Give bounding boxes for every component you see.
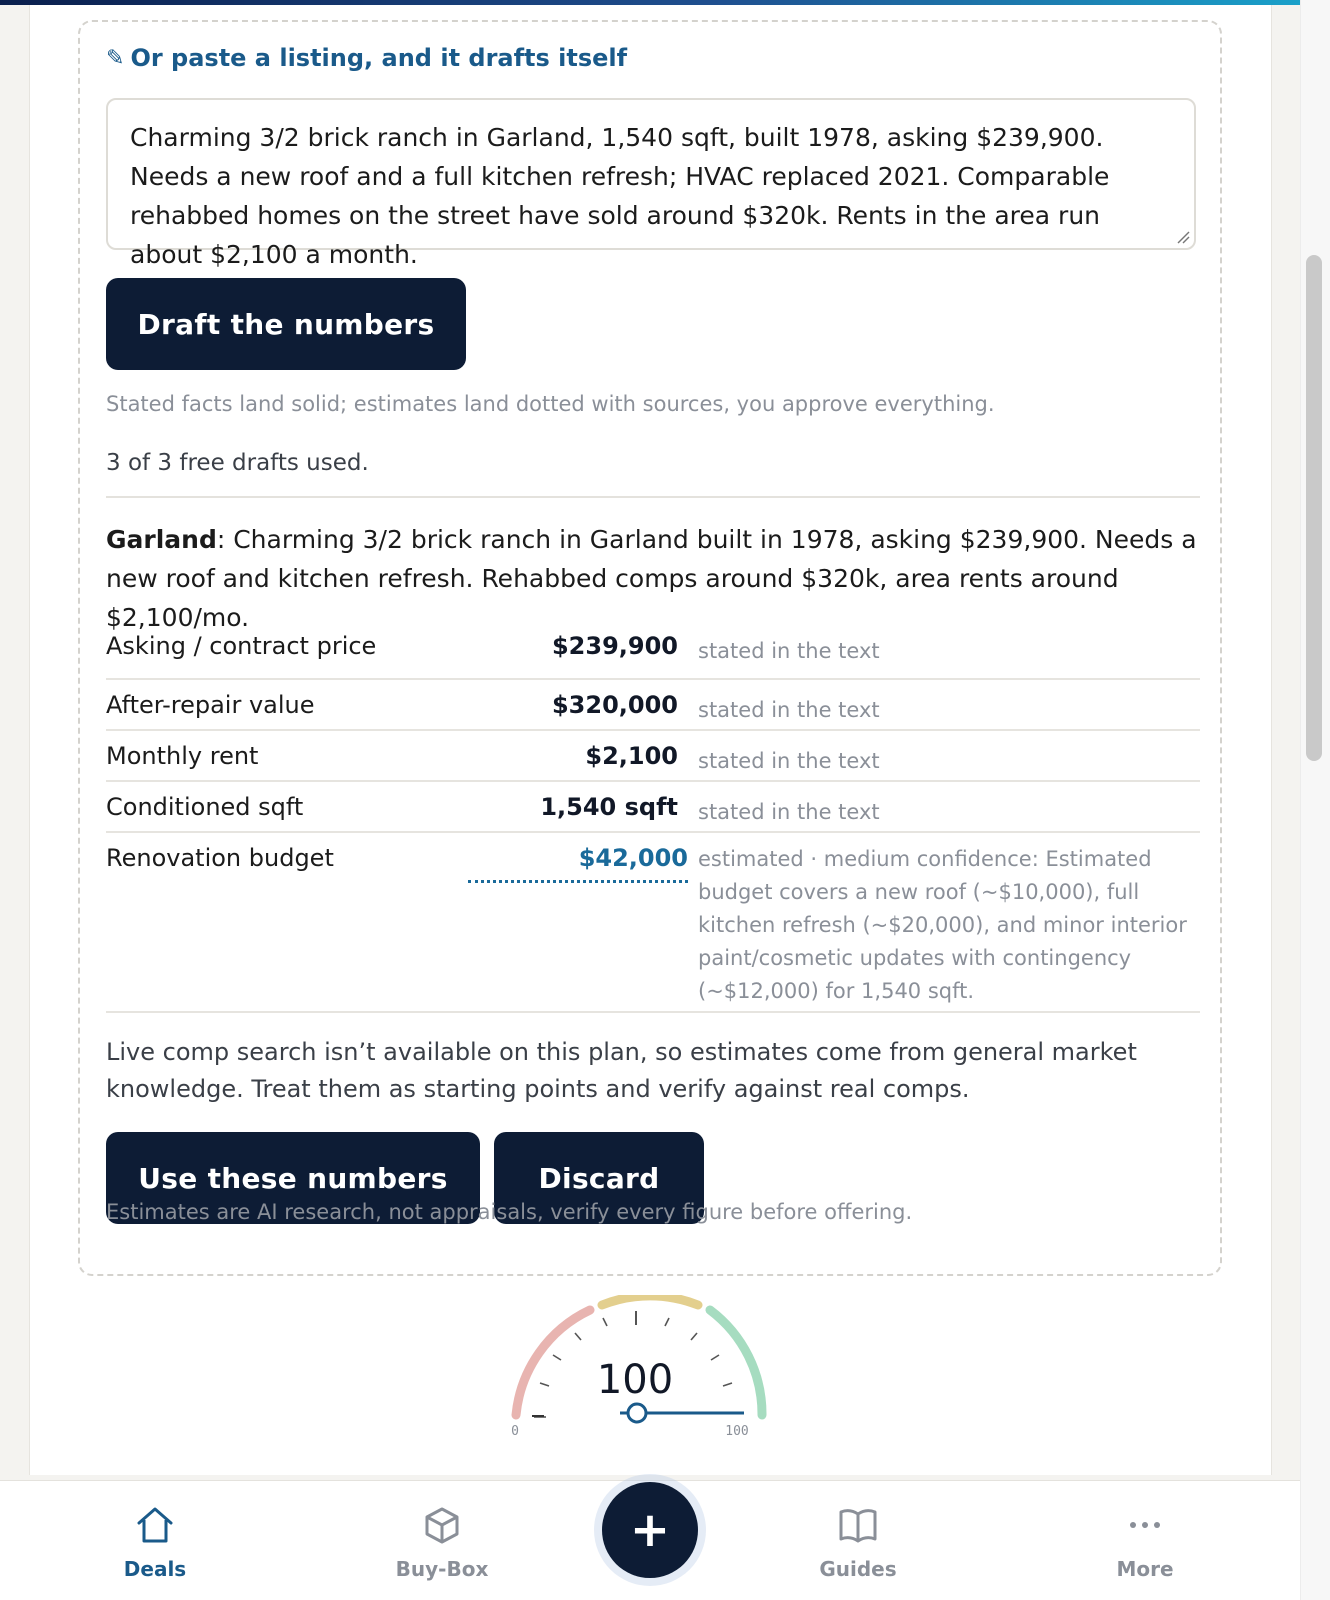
resize-grip-icon[interactable] — [1176, 230, 1190, 244]
gauge-slider-handle — [628, 1404, 646, 1422]
drafts-used-count: 3 of 3 free drafts used. — [106, 450, 369, 476]
cube-icon — [422, 1505, 462, 1545]
nav-guides[interactable] — [778, 1481, 938, 1600]
draft-summary — [106, 520, 1200, 637]
fact-source: stated in the text — [698, 749, 880, 773]
draft-numbers-button[interactable]: Draft the numbers — [106, 278, 466, 370]
gauge-arc-low — [516, 1310, 590, 1415]
gauge-arc-mid — [602, 1296, 698, 1305]
fact-value-estimated[interactable] — [468, 842, 688, 883]
paste-listing-card — [78, 20, 1222, 1276]
nav-buy-box[interactable] — [362, 1481, 522, 1600]
add-deal-button[interactable]: + — [602, 1482, 698, 1578]
fact-value: $2,100 — [585, 742, 678, 770]
nav-buy-box-label: Buy-Box — [395, 1557, 489, 1581]
estimates-disclaimer: Estimates are AI research, not appraisals, verify every figure before offering. — [106, 1200, 913, 1224]
fact-label: Renovation budget — [106, 844, 334, 872]
paste-heading-text: Or paste a listing, and it drafts itself — [130, 44, 628, 72]
estimated-value: $42,000 — [468, 844, 688, 883]
nav-more[interactable] — [1065, 1481, 1225, 1600]
fact-value: $320,000 — [551, 691, 678, 719]
summary-text: : Charming 3/2 brick ranch in Garland built in 1978, asking $239,900. Needs a new roof and kitchen refresh. Rehabbed comps around $320k, area rents around $2,100/mo. — [106, 525, 1197, 632]
listing-text: Charming 3/2 brick ranch in Garland, 1,540 sqft, built 1978, asking $239,900. Needs a new roof and a full kitchen refresh; HVAC replaced 2021. Comparable rehabbed homes on the street have sold around $320k. Rents in the area run about $2,100 a month. — [130, 123, 1110, 269]
gauge-value: 100 — [596, 1357, 674, 1403]
nav-guides-label: Guides — [819, 1557, 897, 1581]
summary-place: Garland — [106, 525, 217, 554]
fact-value: $239,900 — [551, 632, 678, 660]
fact-source: stated in the text — [698, 698, 880, 722]
divider — [106, 496, 1200, 498]
fact-row-monthly-rent — [106, 731, 1200, 782]
gauge-max-label: 100 — [725, 1424, 749, 1439]
comp-search-note: Live comp search isn’t available on this plan, so estimates come from general market knowledge. Treat them as starting points and verify against real comps. — [106, 1038, 1137, 1103]
fact-row-arv — [106, 680, 1200, 731]
fact-source: stated in the text — [698, 639, 880, 663]
fact-source: stated in the text — [698, 800, 880, 824]
pencil-icon: ✎ — [106, 45, 125, 71]
nav-deals[interactable] — [75, 1481, 235, 1600]
fact-row-sqft — [106, 782, 1200, 833]
fact-label: After-repair value — [106, 691, 315, 719]
fact-label: Conditioned sqft — [106, 793, 304, 821]
fact-row-renovation-budget — [106, 833, 1200, 1013]
score-gauge — [500, 1295, 800, 1470]
fact-source: estimated · medium confidence: Estimated budget covers a new roof (~$10,000), full kitchen refresh (~$20,000), and minor interior paint/cosmetic updates with contingency (~$12,000) for 1,540 sqft. — [698, 847, 1187, 1003]
home-icon — [135, 1505, 175, 1545]
scrollbar-track[interactable] — [1300, 0, 1330, 1600]
fact-value: 1,540 sqft — [540, 793, 678, 821]
paste-heading — [106, 44, 627, 72]
listing-textarea[interactable] — [106, 98, 1196, 269]
nav-more-label: More — [1116, 1557, 1174, 1581]
fact-label: Asking / contract price — [106, 632, 377, 660]
gauge-arc-high — [710, 1310, 762, 1415]
draft-hint: Stated facts land solid; estimates land dotted with sources, you approve everything. — [106, 392, 995, 416]
fact-label: Monthly rent — [106, 742, 259, 770]
discard-button[interactable]: Discard — [494, 1132, 704, 1224]
nav-deals-label: Deals — [123, 1557, 187, 1581]
more-dots-icon — [1125, 1505, 1165, 1545]
gauge-min-label: 0 — [511, 1424, 519, 1439]
scrollbar-thumb[interactable] — [1306, 255, 1322, 761]
facts-table — [106, 630, 1200, 1013]
book-icon — [838, 1505, 878, 1545]
fact-row-asking-price — [106, 630, 1200, 680]
use-numbers-button[interactable]: Use these numbers — [106, 1132, 480, 1224]
